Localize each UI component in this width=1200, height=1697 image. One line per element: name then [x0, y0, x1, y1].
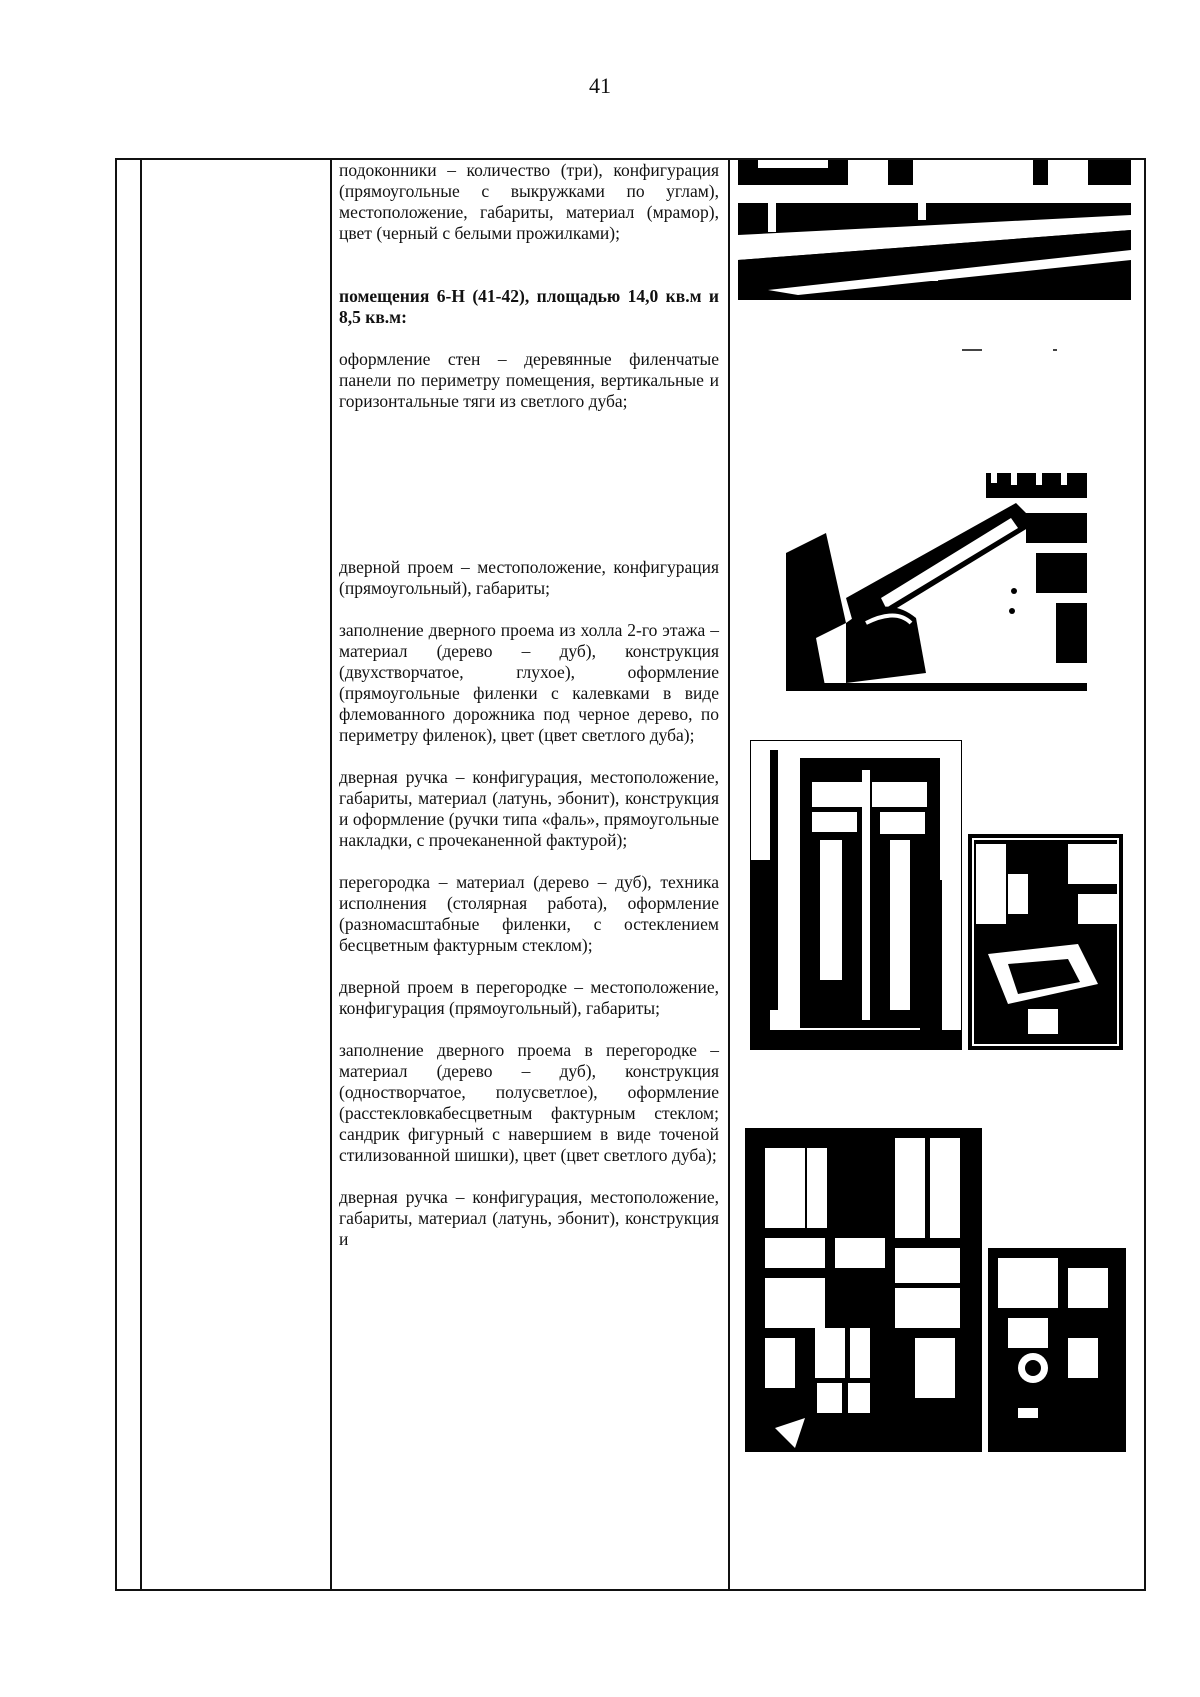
decorative-dot	[1053, 349, 1057, 351]
paragraph-door-handle-2: дверная ручка – конфигурация, местоположение, габариты, материал (латунь, эбонит), конструкция и	[339, 1187, 719, 1249]
paragraph-wall-decor: оформление стен – деревянные филенчатые панели по периметру помещения, вертикальные и горизонтальные тяги из светлого дуба;	[339, 349, 719, 411]
wall-panel-detail-photo	[786, 473, 1087, 691]
paragraph-partition: перегородка – материал (дерево – дуб), техника исполнения (столярная работа), оформление (разномасштабные филенки, с остеклением бесцветным фактурным стеклом);	[339, 872, 719, 955]
paragraph-windowsills: подоконники – количество (три), конфигурация (прямоугольные с выкружками по углам), местоположение, габариты, материал (мрамор), цвет (черный с белыми прожилками);	[339, 160, 719, 243]
column-divider-2	[330, 160, 332, 1589]
paragraph-partition-door-opening: дверной проем в перегородке – местоположение, конфигурация (прямоугольный), габариты;	[339, 977, 719, 1018]
paragraph-partition-door-fill: заполнение дверного проема в перегородке – материал (дерево – дуб), конструкция (одностворчатое, полусветлое), оформление (расстекловкабесцветным фактурным стеклом; сандрик фигурный с навершием в виде точеной стилизованной шишки), цвет (цвет светлого дуба);	[339, 1040, 719, 1165]
page-number: 41	[589, 73, 611, 98]
double-door-photo	[750, 740, 962, 1050]
decorative-dash	[962, 349, 982, 351]
partition-door-detail-photo	[988, 1248, 1126, 1452]
column-divider-1	[140, 160, 142, 1589]
column-divider-3	[728, 160, 730, 1589]
spacer	[339, 412, 719, 557]
paragraph-door-handle: дверная ручка – конфигурация, местоположение, габариты, материал (латунь, эбонит), конструкция и оформление (ручки типа «фаль», прямоугольные накладки, с прочеканенной фактурой);	[339, 767, 719, 850]
partition-photo	[745, 1128, 982, 1452]
room-heading: помещения 6-Н (41-42), площадью 14,0 кв.м и 8,5 кв.м:	[339, 286, 719, 327]
door-handle-photo	[968, 834, 1123, 1050]
paragraph-door-opening: дверной проем – местоположение, конфигурация (прямоугольный), габариты;	[339, 557, 719, 598]
paragraph-door-fill: заполнение дверного проема из холла 2-го этажа – материал (дерево – дуб), конструкция (двухстворчатое, глухое), оформление (прямоугольные филенки с калевками в виде флемованного дорожника под черное дерево, по периметру филенок), цвет (цвет светлого дуба);	[339, 620, 719, 745]
description-column	[339, 160, 719, 1250]
windowsill-photo	[738, 160, 1131, 300]
